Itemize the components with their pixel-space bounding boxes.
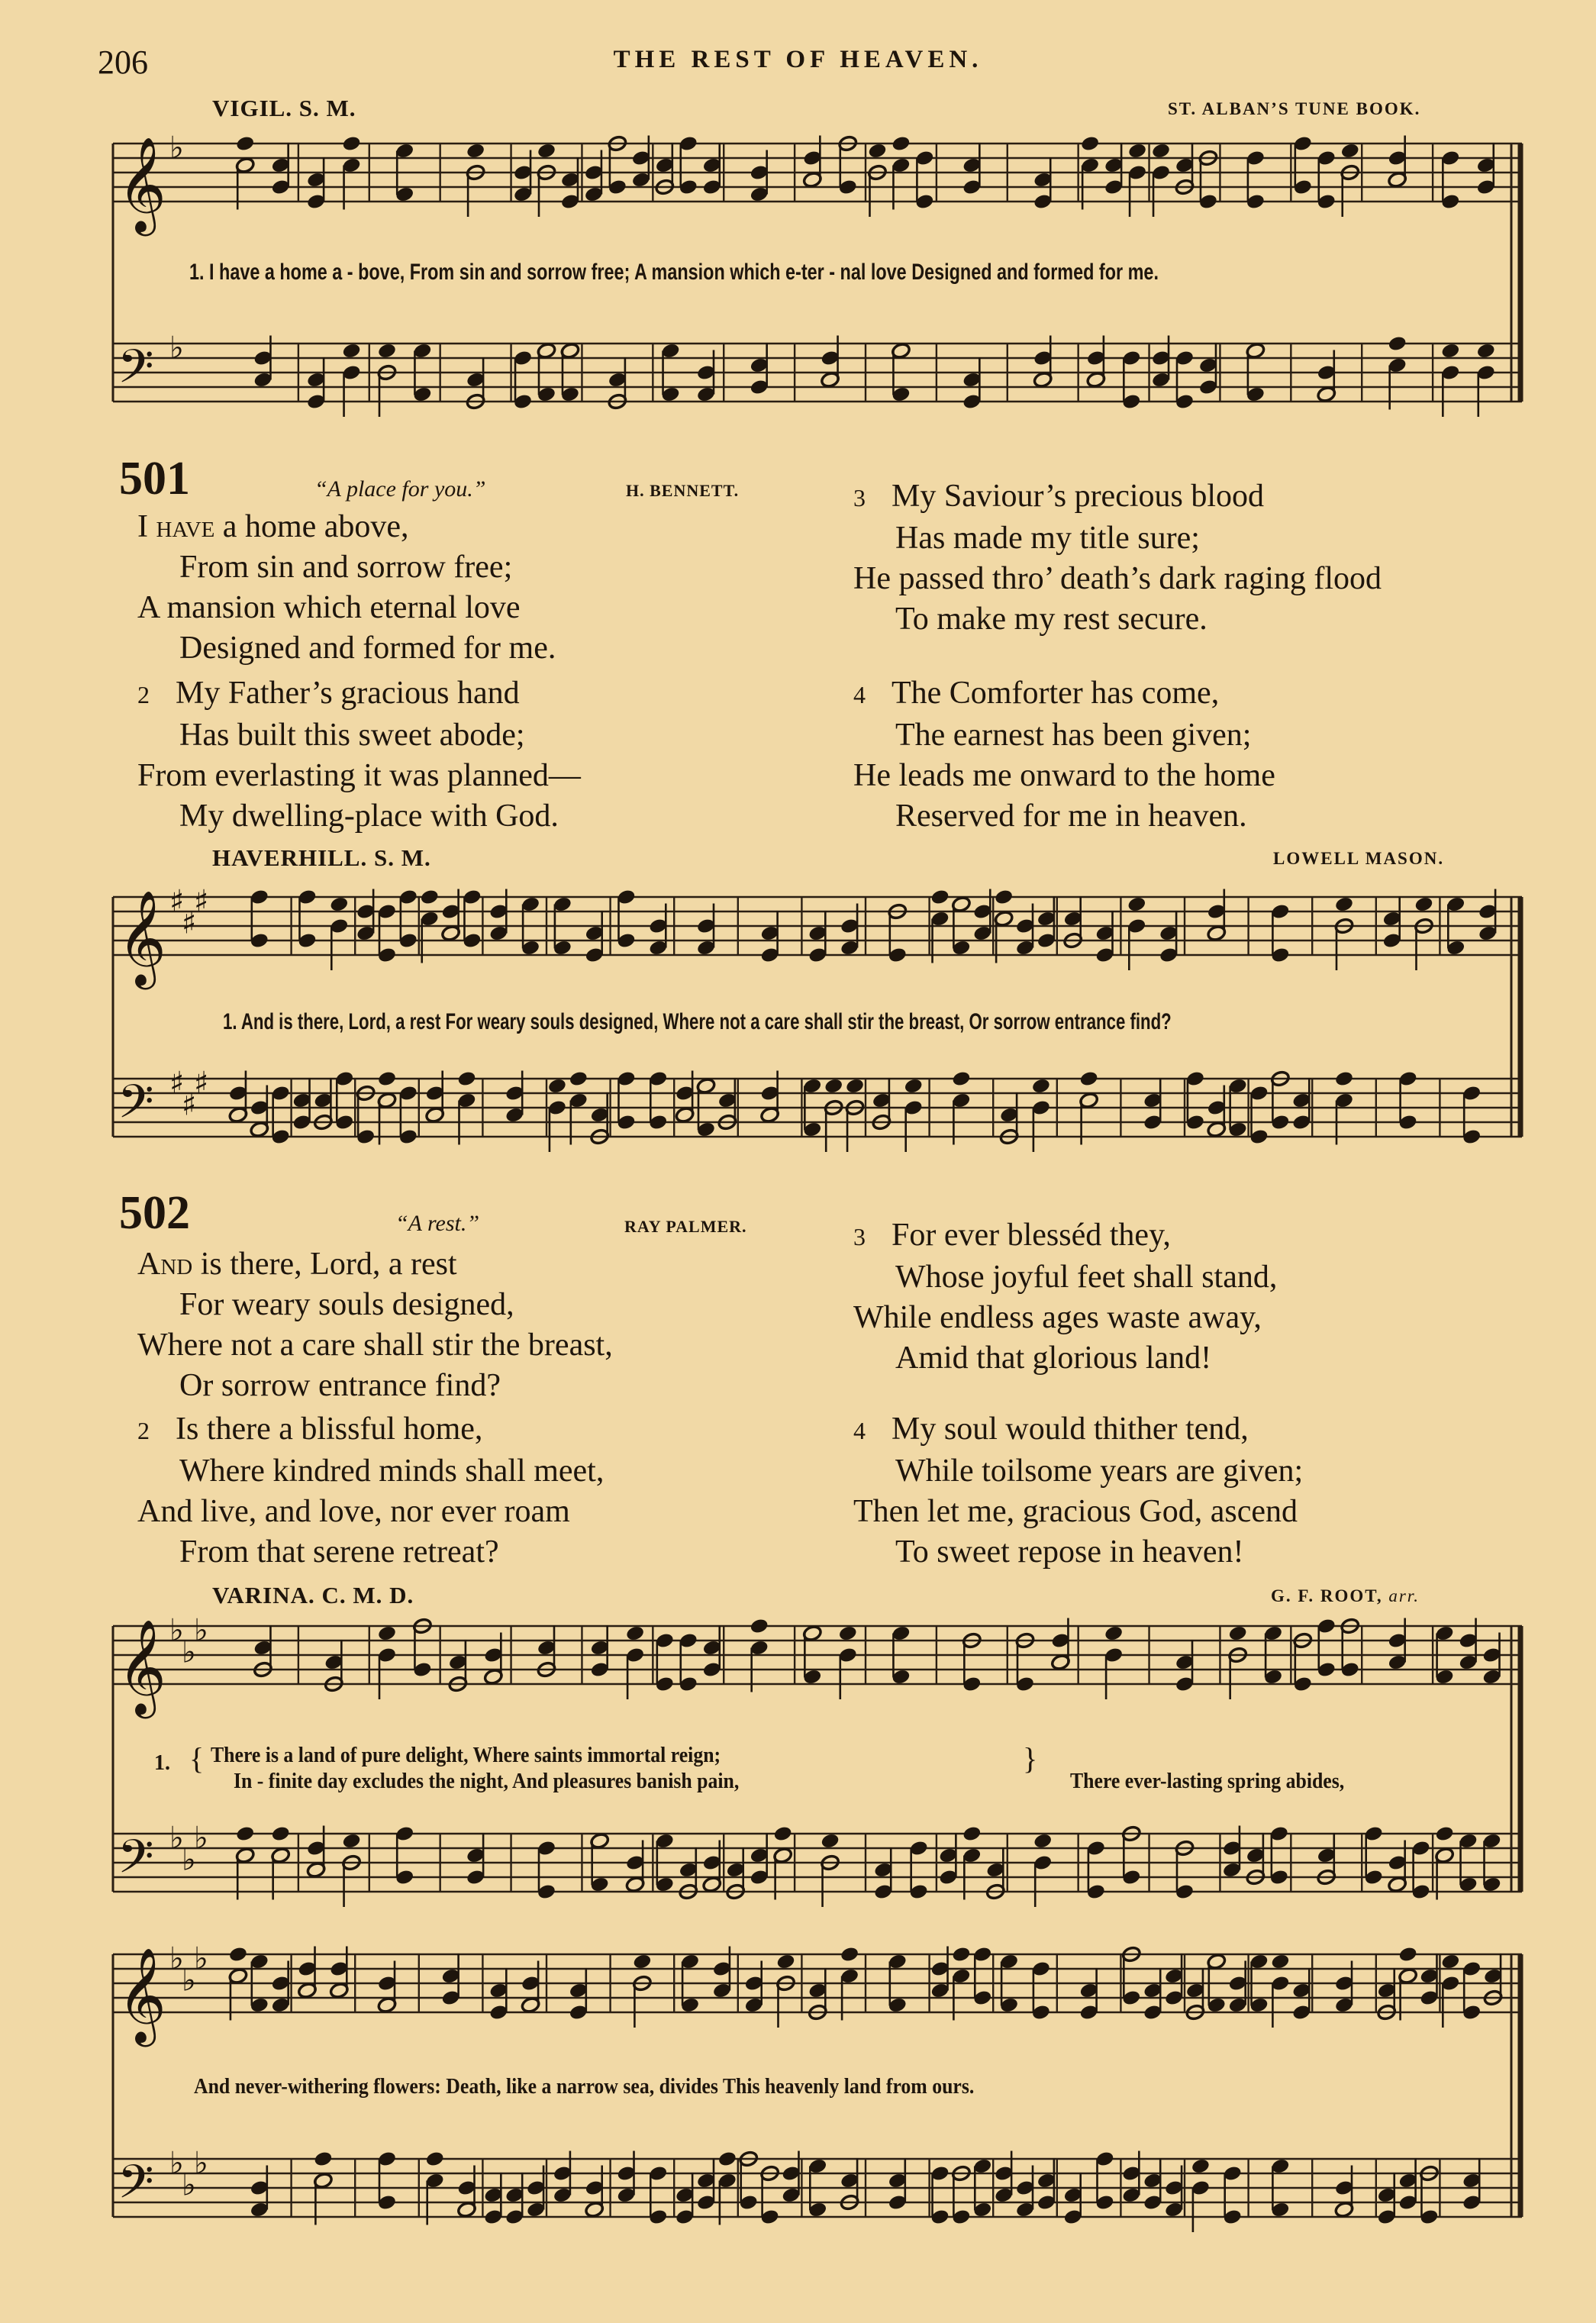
lyric-line-varina-1: There is a land of pure delight, Where saints immortal reign; (211, 1744, 721, 1767)
note-head (271, 1825, 291, 1843)
verse-line: Or sorrow entrance find? (179, 1368, 501, 1403)
verse-line: My Father’s gracious hand (176, 676, 520, 711)
verse-line: is there, Lord, a rest (192, 1247, 457, 1282)
note-head (1440, 1953, 1460, 1970)
verse-line: To sweet repose in heaven! (895, 1534, 1244, 1570)
bass-clef-icon: 𝄢 (118, 340, 154, 405)
stanza-501-4 (853, 673, 1275, 837)
note-head (824, 1077, 843, 1095)
verse-line: Reserved for me in heaven. (895, 799, 1247, 834)
treble-staff (113, 131, 1522, 236)
bass-staff (113, 1821, 1522, 1907)
verse-line: While toilsome years are given; (895, 1453, 1304, 1489)
note-head (951, 1946, 971, 1963)
bass-clef-icon: 𝄢 (118, 1075, 154, 1141)
stanza-502-2 (137, 1409, 604, 1573)
verse-line: While endless ages waste away, (853, 1300, 1262, 1335)
note-head (329, 895, 349, 913)
note-head (1127, 895, 1146, 913)
treble-clef-icon: 𝄞 (118, 890, 166, 986)
verse-line: From sin and sorrow free; (179, 550, 513, 585)
hymn-subtitle-502: “A rest.” (395, 1211, 480, 1236)
note-head (625, 1624, 645, 1642)
verse-line: My Saviour’s precious blood (892, 479, 1265, 514)
flat-icon: ♭ (169, 1613, 184, 1648)
note-head (1031, 1077, 1051, 1095)
note-head (341, 1832, 361, 1850)
note-head (341, 342, 361, 360)
note-head (1228, 1624, 1248, 1642)
note-head (313, 2150, 333, 2168)
flat-icon: ♭ (194, 1821, 208, 1856)
verse-line: My soul would thither tend, (892, 1412, 1249, 1447)
verse-line: He passed thro’ death’s dark raging flood (853, 561, 1382, 596)
treble-staff (113, 1941, 1522, 2047)
lyric-line-varina-4: And never-withering flowers: Death, like a narrow sea, divides This heavenly land from ours. (194, 2075, 975, 2099)
verse-number: 2 (137, 1417, 150, 1444)
treble-staff (113, 1613, 1522, 1718)
verse-line: Amid that glorious land! (895, 1341, 1212, 1376)
verse-line: a home above, (214, 509, 409, 544)
note-head (1270, 1953, 1290, 1970)
sharp-icon: ♯ (194, 884, 209, 919)
lyric-line-haverhill: 1. And is there, Lord, a rest For weary souls designed, Where not a care shall stir the breast, Or sorrow entrance find? (223, 1009, 1172, 1034)
page-number: 206 (98, 44, 148, 81)
lyric-line-vigil: 1. I have a home a - bove, From sin and sorrow free; A mansion which e-ter - nal love Designed and formed for me. (189, 260, 1159, 285)
note-head (466, 142, 485, 160)
note-head (994, 889, 1014, 906)
note-head (1080, 135, 1100, 153)
tune-source-vigil: ST. ALBAN’S TUNE BOOK. (1168, 99, 1421, 118)
verse-line: From everlasting it was planned— (137, 758, 581, 793)
verse-number-varina: 1. (154, 1751, 170, 1775)
flat-icon: ♭ (182, 1963, 196, 1999)
verse-line: From that serene retreat? (179, 1534, 499, 1570)
tune-name-varina: VARINA. C. M. D. (212, 1582, 414, 1608)
sharp-icon: ♯ (169, 884, 185, 919)
verse-line: The Comforter has come, (892, 676, 1220, 711)
verse-line: Has built this sweet abode; (179, 718, 525, 753)
note-head (1440, 342, 1460, 360)
note-head (845, 1077, 865, 1095)
running-head: THE REST OF HEAVEN. (613, 46, 983, 73)
composer-name: G. F. ROOT, (1271, 1586, 1383, 1605)
stanza-501-1 (137, 507, 556, 669)
stanza-501-3 (853, 476, 1382, 640)
note-head (1191, 2157, 1211, 2175)
hymn-number-502: 502 (119, 1187, 190, 1239)
note-head (1334, 1070, 1354, 1088)
verse-line: Where not a care shall stir the breast, (137, 1328, 613, 1363)
note-head (1398, 1946, 1418, 1963)
verse-line: Designed and formed for me. (179, 631, 556, 666)
verse-line: And live, and love, nor ever roam (137, 1494, 570, 1529)
verse-line: My dwelling-place with God. (179, 799, 559, 834)
sharp-icon: ♯ (194, 1066, 209, 1101)
verse-line: Where kindred minds shall meet, (179, 1453, 605, 1489)
note-head (377, 1070, 397, 1088)
flat-icon: ♭ (194, 1613, 208, 1648)
note-head (235, 1825, 255, 1843)
music-system-vigil (98, 122, 1525, 450)
note-head (547, 1077, 567, 1095)
treble-clef-icon: 𝄞 (118, 137, 166, 232)
note-head (775, 1953, 795, 1970)
hymn-number-501: 501 (119, 453, 190, 505)
flat-icon: ♭ (182, 2167, 196, 2203)
verse-line: For weary souls designed, (179, 1287, 514, 1322)
note-head (930, 889, 950, 906)
note-head (377, 342, 397, 360)
note-head (867, 142, 887, 160)
hymn-subtitle-501: “A place for you.” (314, 476, 486, 502)
bass-clef-icon: 𝄢 (118, 1830, 154, 1896)
stanza-502-3 (853, 1215, 1277, 1379)
treble-staff (113, 884, 1522, 989)
tune-source-haverhill: LOWELL MASON. (1273, 849, 1445, 868)
note-head (951, 1070, 971, 1088)
verse-number: 4 (853, 681, 866, 708)
flat-icon: ♭ (169, 331, 184, 366)
note-head (1414, 895, 1433, 913)
note-head (750, 1618, 769, 1635)
lyric-brace-right: } (1023, 1741, 1038, 1776)
flat-icon: ♭ (169, 2146, 184, 2181)
note-head (235, 135, 255, 153)
note-head (228, 1946, 248, 1963)
hymn-author-501: H. BENNETT. (626, 481, 740, 500)
verse-number: 3 (853, 1223, 866, 1250)
note-head (420, 889, 440, 906)
note-head (1388, 335, 1407, 353)
note-head (1033, 1832, 1053, 1850)
note-head (962, 1825, 982, 1843)
note-head (1079, 1070, 1099, 1088)
note-head (773, 1825, 793, 1843)
verse-line: For ever blesséd they, (892, 1218, 1171, 1253)
verse-line: To make my rest secure. (895, 602, 1207, 637)
note-head (840, 1946, 859, 1963)
verse-first-word: And (137, 1247, 193, 1282)
note-head (456, 1070, 476, 1088)
verse-number: 3 (853, 484, 866, 511)
bass-clef-icon: 𝄢 (118, 2155, 154, 2221)
note-head (1476, 342, 1496, 360)
note-head (425, 2150, 445, 2168)
note-head (1104, 1624, 1124, 1642)
tune-name-vigil: VIGIL. S. M. (212, 95, 356, 121)
verse-line: Is there a blissful home, (176, 1412, 483, 1447)
verse-line: The earnest has been given; (895, 718, 1252, 753)
verse-line: Then let me, gracious God, ascend (853, 1494, 1298, 1529)
note-head (1127, 142, 1147, 160)
stanza-502-4 (853, 1409, 1303, 1573)
stanza-502-1 (137, 1244, 613, 1406)
verse-number: 2 (137, 681, 150, 708)
note-head (904, 1077, 924, 1095)
note-head (377, 1624, 397, 1642)
verse-first-word: I have (137, 509, 215, 544)
verse-line: Whose joyful feet shall stand, (895, 1260, 1278, 1295)
verse-line: He leads me onward to the home (853, 758, 1275, 793)
note-head (717, 2150, 737, 2168)
lyric-line-varina-2: In - finite day excludes the night, And pleasures banish pain, (234, 1770, 740, 1793)
lyric-line-varina-3: There ever-lasting spring abides, (1070, 1770, 1345, 1793)
lyric-brace-left: { (189, 1741, 205, 1776)
stanza-501-2 (137, 673, 581, 837)
note-head (891, 135, 911, 153)
flat-icon: ♭ (182, 1842, 196, 1878)
sharp-icon: ♯ (182, 1087, 197, 1123)
note-head (1340, 142, 1360, 160)
note-head (537, 142, 556, 160)
note-head (820, 1832, 840, 1850)
note-head (341, 135, 361, 153)
verse-number: 4 (853, 1417, 866, 1444)
sharp-icon: ♯ (169, 1066, 185, 1101)
flat-icon: ♭ (169, 1941, 184, 1976)
flat-icon: ♭ (182, 1634, 196, 1670)
note-head (569, 1070, 588, 1088)
tune-source-varina (1271, 1586, 1420, 1606)
treble-clef-icon: 𝄞 (118, 1619, 166, 1715)
arranger-mark: arr. (1388, 1586, 1420, 1605)
tune-name-haverhill: HAVERHILL. S. M. (212, 844, 431, 871)
bass-staff (113, 331, 1522, 417)
treble-clef-icon: 𝄞 (118, 1947, 166, 2043)
flat-icon: ♭ (194, 2146, 208, 2181)
note-head (1151, 142, 1171, 160)
note-head (1435, 1825, 1455, 1843)
note-head (632, 1953, 652, 1970)
flat-icon: ♭ (169, 1821, 184, 1856)
bass-staff (113, 1066, 1522, 1152)
note-head (838, 1624, 858, 1642)
bass-staff (113, 2146, 1522, 2232)
flat-icon: ♭ (194, 1941, 208, 1976)
note-head (1334, 895, 1354, 913)
verse-line: A mansion which eternal love (137, 590, 521, 625)
sharp-icon: ♯ (182, 905, 197, 941)
verse-line: Has made my title sure; (895, 521, 1200, 556)
hymn-author-502: RAY PALMER. (624, 1217, 747, 1236)
flat-icon: ♭ (169, 131, 184, 166)
